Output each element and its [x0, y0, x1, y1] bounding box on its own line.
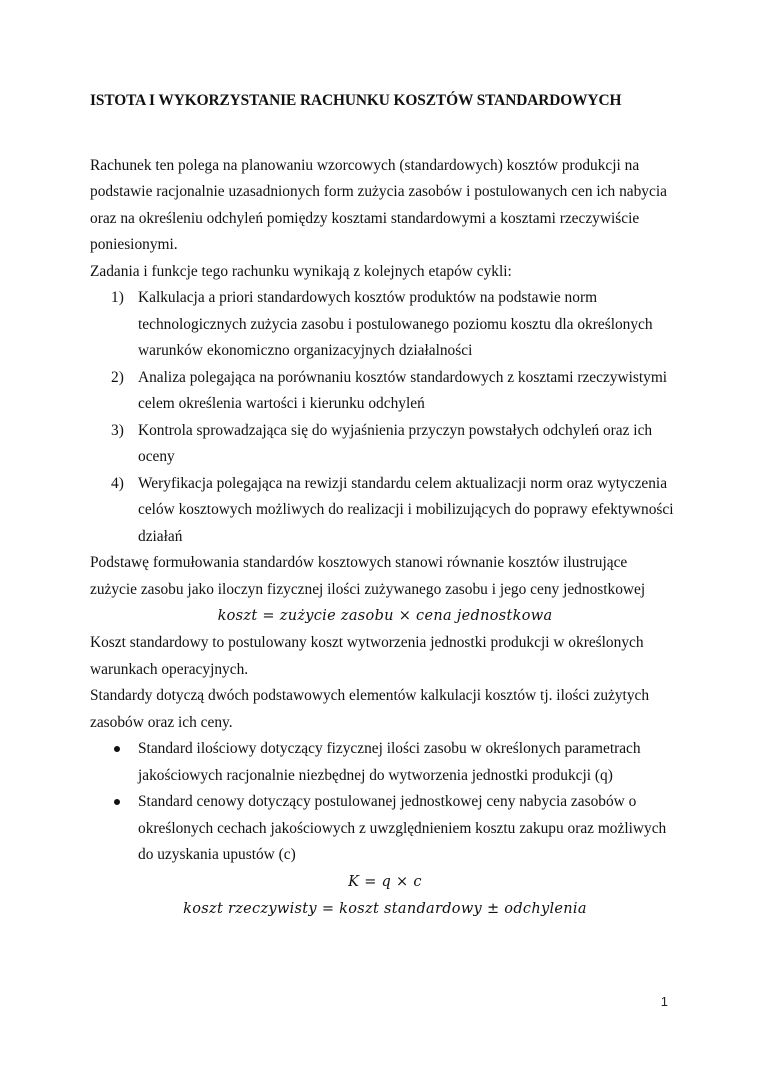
list-item-line: oceny	[138, 448, 175, 465]
standards-list	[90, 736, 680, 869]
list-item-number: 4)	[111, 474, 124, 492]
intro-line: podstawie racjonalnie uzasadnionych form zużycia zasobów i postulowanych cen ich nabycia	[90, 183, 667, 200]
actual-cost-formula: koszt rzeczywisty = koszt standardowy ± odchylenia	[183, 900, 587, 917]
list-item	[90, 285, 680, 365]
list-item-line: technologicznych zużycia zasobu i postulowanego poziomu kosztu dla określonych	[138, 315, 653, 333]
list-item-line: celów kosztowych możliwych do realizacji i mobilizujących do poprawy efektywności	[138, 501, 674, 518]
list-item	[90, 789, 680, 869]
list-item-line: Weryfikacja polegająca na rewizji standardu celem aktualizacji norm oraz wytyczenia	[138, 474, 668, 492]
list-item-line: jakościowych racjonalnie niezbędnej do wytworzenia jednostki produkcji (q)	[138, 766, 613, 784]
basis-line: zużycie zasobu jako iloczyn fizycznej ilości zużywanego zasobu i jego ceny jednostkowej	[90, 580, 646, 598]
tasks-intro: Zadania i funkcje tego rachunku wynikają z kolejnych etapów cykli:	[90, 262, 512, 280]
list-item-number: 1)	[111, 289, 124, 306]
list-item-line: Kalkulacja a priori standardowych kosztów produktów na podstawie norm	[138, 289, 598, 306]
cost-formula: koszt = zużycie zasobu × cena jednostkowa	[217, 608, 553, 624]
document-title: ISTOTA I WYKORZYSTANIE RACHUNKU KOSZTÓW STANDARDOWYCH	[90, 92, 622, 109]
page-number: 1	[660, 994, 668, 1009]
intro-line: poniesionymi.	[90, 236, 178, 253]
intro-paragraph	[90, 153, 680, 259]
list-item-line: celem określenia wartości i kierunku odchyleń	[138, 395, 425, 412]
list-item-line: Standard cenowy dotyczący postulowanej jednostkowej ceny nabycia zasobów o	[138, 793, 637, 810]
list-item-line: warunków ekonomiczno organizacyjnych działalności	[138, 342, 473, 359]
steps-list	[90, 285, 680, 550]
list-item-line: Standard ilościowy dotyczący fizycznej ilości zasobu w określonych parametrach	[138, 740, 641, 757]
k-formula: K = q × c	[348, 873, 422, 890]
basis-line: Podstawę formułowania standardów kosztowych stanowi równanie kosztów ilustrujące	[90, 554, 628, 571]
standards-paragraph	[90, 683, 680, 736]
standards-line: zasobów oraz ich ceny.	[90, 713, 233, 731]
definition-line: warunkach operacyjnych.	[90, 660, 249, 678]
intro-line: Rachunek ten polega na planowaniu wzorcowych (standardowych) kosztów produkcji na	[90, 156, 640, 174]
definition-line: Koszt standardowy to postulowany koszt wytworzenia jednostki produkcji w określonych	[90, 634, 644, 651]
intro-line: oraz na określeniu odchyleń pomiędzy kosztami standardowymi a kosztami rzeczywiście	[90, 209, 640, 227]
definition-paragraph	[90, 630, 680, 683]
list-item	[90, 365, 680, 418]
bullet-icon	[114, 746, 120, 752]
list-item	[90, 418, 680, 471]
list-item-line: do uzyskania upustów (c)	[138, 846, 296, 863]
list-item-line: Analiza polegająca na porównaniu kosztów standardowych z kosztami rzeczywistymi	[138, 368, 668, 386]
list-item-line: działań	[138, 527, 183, 545]
list-item-line: Kontrola sprowadzająca się do wyjaśnienia przyczyn powstałych odchyleń oraz ich	[138, 421, 653, 439]
basis-paragraph	[90, 550, 680, 603]
list-item	[90, 471, 680, 551]
list-item-number: 2)	[111, 368, 124, 386]
bullet-icon	[114, 799, 120, 805]
standards-line: Standardy dotyczą dwóch podstawowych elementów kalkulacji kosztów tj. ilości zużytych	[90, 687, 650, 704]
list-item-line: określonych cechach jakościowych z uwzględnieniem kosztu zakupu oraz możliwych	[138, 819, 667, 837]
list-item-number: 3)	[111, 421, 124, 439]
document-content	[90, 88, 680, 923]
list-item	[90, 736, 680, 789]
